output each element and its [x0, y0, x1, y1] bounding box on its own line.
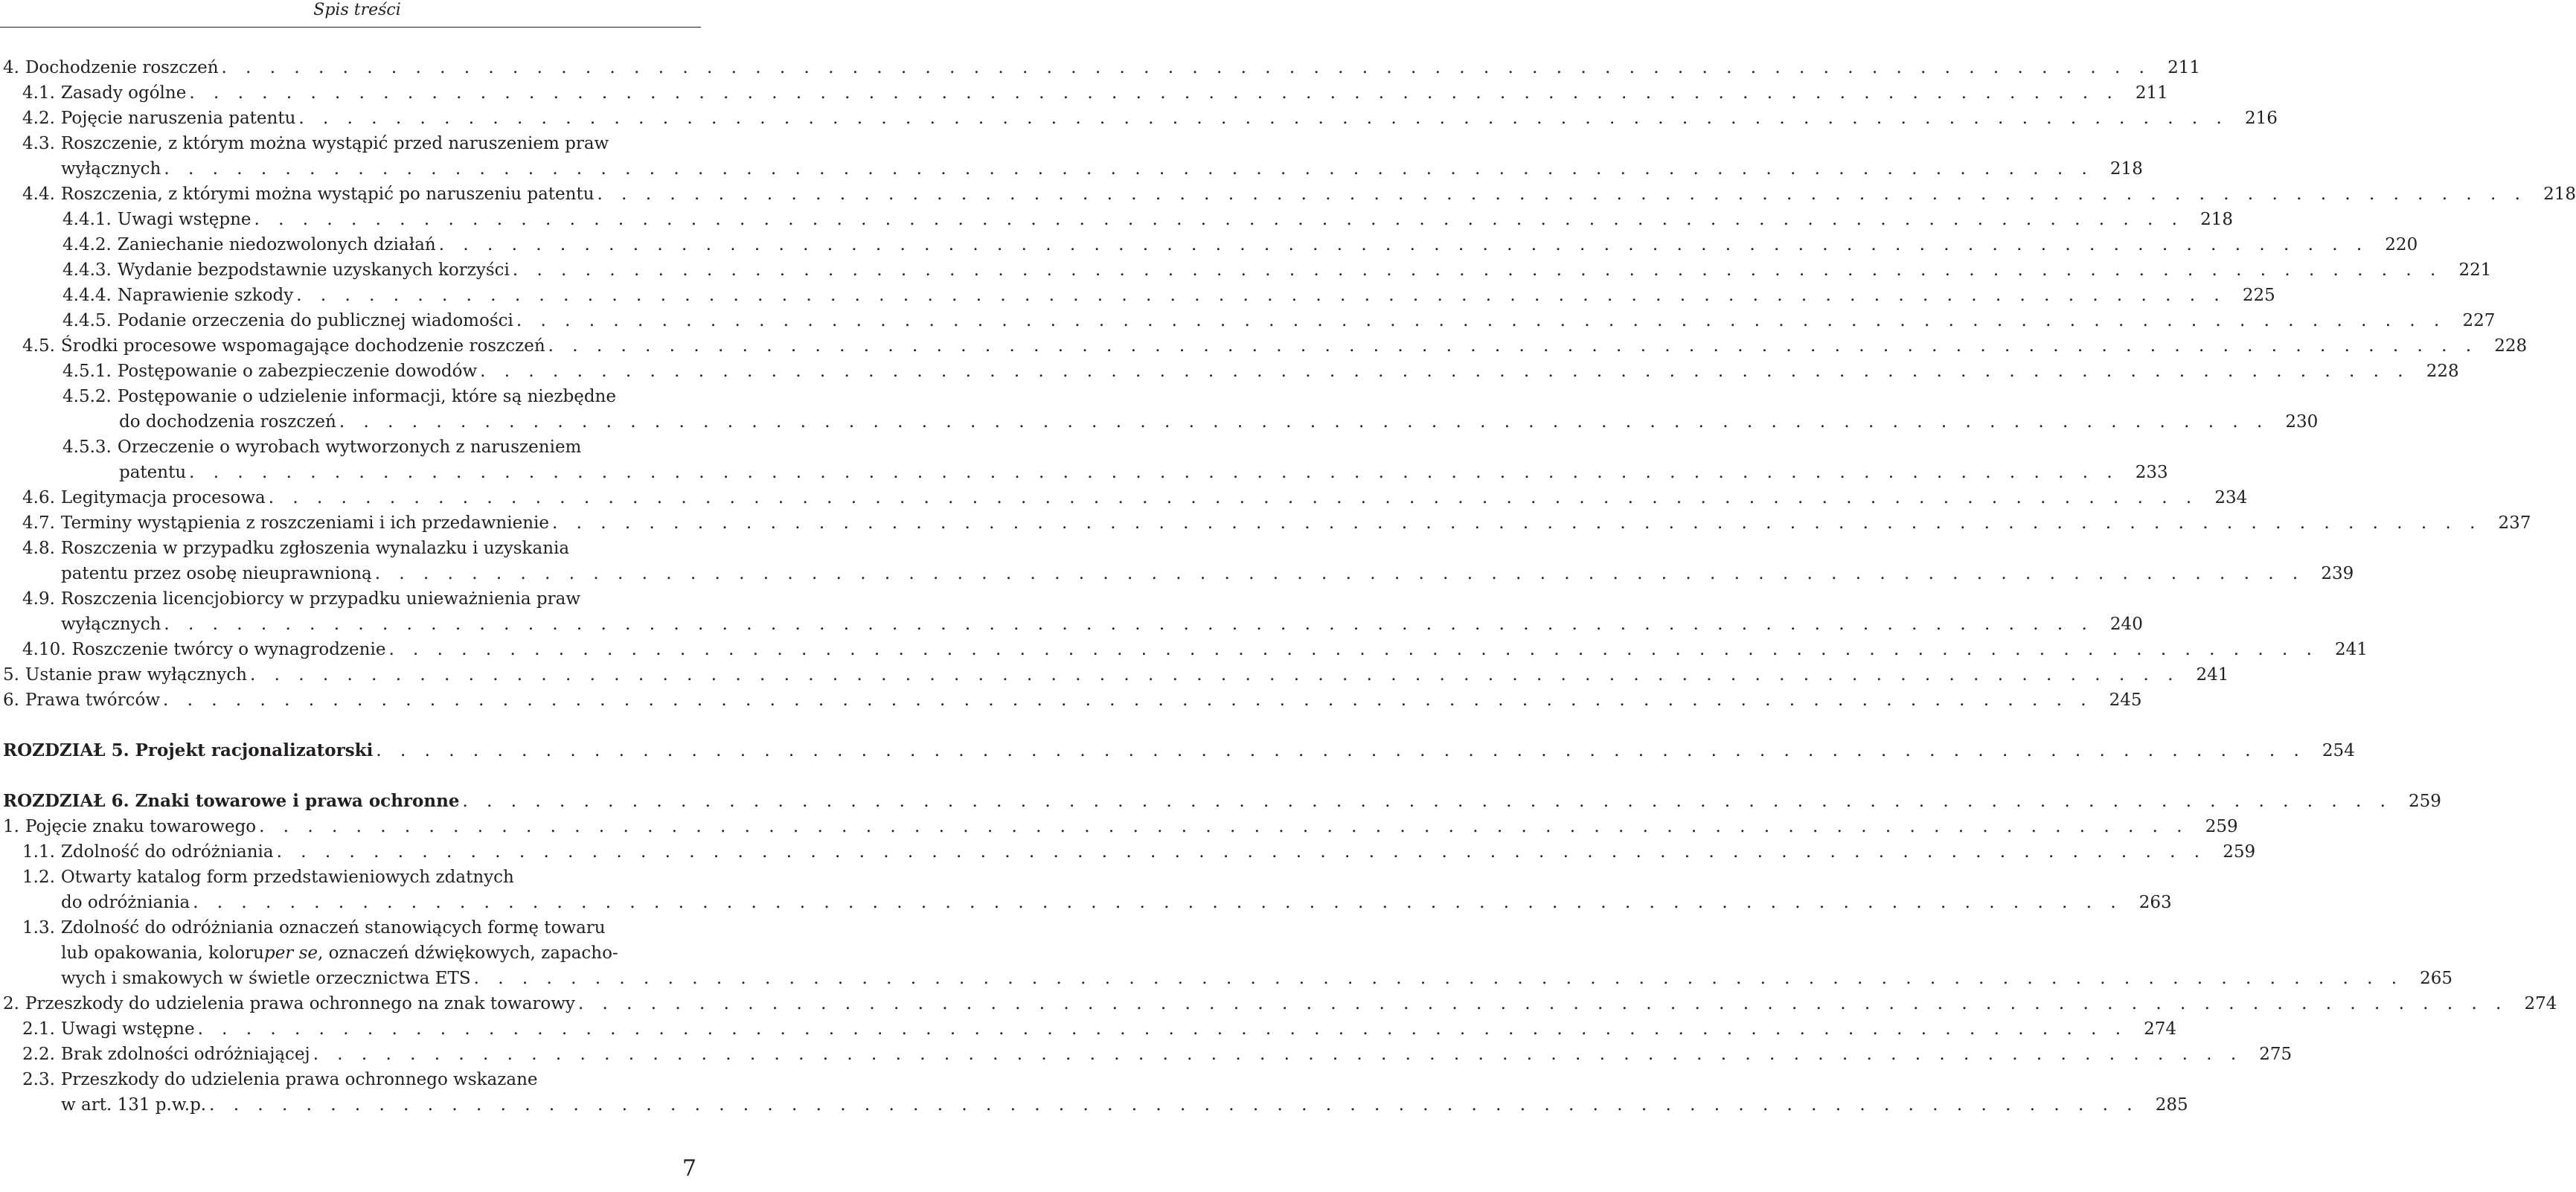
toc-entry-number: 4.5.2. — [63, 387, 112, 406]
toc-entry-title: Podanie orzeczenia do publicznej wiadomości — [117, 311, 513, 330]
dot-leader: . . . . . . . . . . . . . . . . . . . . . . . . . . . . . . . . . . . . . . . . . . . . . . . . . . . . . . . . . . . . . . . . . . . . . . . . . . . . . . . . — [438, 235, 2369, 254]
toc-entry-title-cont: patentu przez osobę nieuprawnioną — [61, 564, 372, 583]
dot-leader: . . . . . . . . . . . . . . . . . . . . . . . . . . . . . . . . . . . . . . . . . . . . . . . . . . . . . . . . . . . . . . . . . . . . . . . . . . . . . . . . — [189, 463, 2119, 482]
toc-page-number: 259 — [2223, 842, 2256, 862]
toc-page-number: 225 — [2242, 286, 2275, 305]
toc-page-number: 259 — [2409, 792, 2441, 811]
toc-entry-number: 4.4. — [22, 185, 55, 204]
toc-entry[interactable] — [0, 839, 2256, 865]
toc-entry-title: Naprawienie szkody — [117, 286, 294, 305]
header-rule — [0, 27, 701, 28]
toc-entry-title: Wydanie bezpodstawnie uzyskanych korzyści — [117, 260, 510, 280]
dot-leader: . . . . . . . . . . . . . . . . . . . . . . . . . . . . . . . . . . . . . . . . . . . . . . . . . . . . . . . . . . . . . . . . . . . . . . . . . . . . . . . . — [193, 893, 2123, 912]
toc-entry-number: ROZDZIAŁ 6. — [3, 791, 129, 811]
dot-leader: . . . . . . . . . . . . . . . . . . . . . . . . . . . . . . . . . . . . . . . . . . . . . . . . . . . . . . . . . . . . . . . . . . . . . . . . . . . . . . . . — [221, 58, 2151, 77]
toc-entry-title: Przeszkody do udzielenia prawa ochronnego na znak towarowy — [25, 994, 575, 1013]
toc-entry-title-cont: lub opakowania, koloru — [61, 943, 264, 963]
toc-entry-number: 4.4.1. — [63, 210, 112, 229]
dot-leader: . . . . . . . . . . . . . . . . . . . . . . . . . . . . . . . . . . . . . . . . . . . . . . . . . . . . . . . . . . . . . . . . . . . . . . . . . . . . . . . . — [249, 665, 2180, 685]
toc-page-number: 275 — [2259, 1045, 2293, 1064]
toc-entry-title: Roszczenia, z którymi można wystąpić po naruszeniu patentu — [60, 185, 595, 204]
toc-entry-title: Środki procesowe wspomagające dochodzenie roszczeń — [60, 336, 545, 356]
toc-page-number: 237 — [2498, 513, 2531, 533]
toc-entry-title: Orzeczenie o wyrobach wytworzonych z naruszeniem — [117, 438, 582, 457]
toc-page-number: 241 — [2335, 640, 2368, 659]
toc-page-number: 241 — [2196, 665, 2229, 685]
toc-entry-title: Pojęcie naruszenia patentu — [60, 109, 296, 128]
toc-entry[interactable] — [0, 359, 2459, 384]
page-number: 7 — [682, 1156, 696, 1182]
toc-entry[interactable] — [0, 485, 2248, 510]
toc-entry[interactable] — [0, 435, 2168, 485]
toc-entry[interactable] — [0, 131, 2143, 182]
toc-page-number: 240 — [2109, 615, 2143, 634]
toc-chapter-entry[interactable] — [0, 738, 2355, 763]
toc-entry[interactable] — [0, 510, 2531, 536]
toc-page-number: 216 — [2244, 109, 2278, 128]
toc-entry[interactable] — [0, 207, 2233, 232]
toc-entry[interactable] — [0, 333, 2528, 359]
dot-leader: . . . . . . . . . . . . . . . . . . . . . . . . . . . . . . . . . . . . . . . . . . . . . . . . . . . . . . . . . . . . . . . . . . . . . . . . . . . . . . . . — [473, 969, 2404, 988]
toc-page-number: 259 — [2205, 817, 2238, 836]
dot-leader: . . . . . . . . . . . . . . . . . . . . . . . . . . . . . . . . . . . . . . . . . . . . . . . . . . . . . . . . . . . . . . . . . . . . . . . . . . . . . . . . — [376, 741, 2306, 760]
toc-entry-number: 2.2. — [22, 1045, 55, 1064]
toc-entry-title: Otwarty katalog form przedstawieniowych zdatnych — [60, 868, 514, 887]
toc-entry-number: 4.7. — [22, 513, 55, 533]
toc-entry-number: ROZDZIAŁ 5. — [3, 740, 129, 760]
toc-entry-number: 4.5. — [22, 336, 55, 356]
dot-leader: . . . . . . . . . . . . . . . . . . . . . . . . . . . . . . . . . . . . . . . . . . . . . . . . . . . . . . . . . . . . . . . . . . . . . . . . . . . . . . . . — [313, 1045, 2243, 1064]
toc-entry-number: 6. — [3, 690, 19, 710]
toc-page-number: 285 — [2155, 1095, 2188, 1115]
toc-entry[interactable] — [0, 915, 2453, 991]
dot-leader: . . . . . . . . . . . . . . . . . . . . . . . . . . . . . . . . . . . . . . . . . . . . . . . . . . . . . . . . . . . . . . . . . . . . . . . . . . . . . . . . — [388, 640, 2319, 659]
toc-page-number: 245 — [2109, 690, 2142, 710]
dot-leader: . . . . . . . . . . . . . . . . . . . . . . . . . . . . . . . . . . . . . . . . . . . . . . . . . . . . . . . . . . . . . . . . . . . . . . . . . . . . . . . . — [298, 109, 2229, 128]
toc-page-number: 228 — [2426, 362, 2459, 381]
toc-entry[interactable] — [0, 384, 2319, 435]
toc-entry-number: 2. — [3, 994, 19, 1013]
toc-entry-number: 4.5.1. — [63, 362, 112, 381]
toc-entry-number: 4.4.2. — [63, 235, 112, 254]
toc-entry-title: Zdolność do odróżniania oznaczeń stanowiących formę towaru — [60, 918, 606, 938]
toc-entry[interactable] — [0, 865, 2172, 915]
dot-leader: . . . . . . . . . . . . . . . . . . . . . . . . . . . . . . . . . . . . . . . . . . . . . . . . . . . . . . . . . . . . . . . . . . . . . . . . . . . . . . . . — [254, 210, 2184, 229]
toc-entry-number: 4.6. — [22, 488, 55, 507]
toc-entry-number: 1.1. — [22, 842, 55, 862]
toc-entry-title: Postępowanie o udzielenie informacji, które są niezbędne — [117, 387, 616, 406]
toc-entry-number: 4.4.4. — [63, 286, 112, 305]
toc-entry-title-cont: , oznaczeń dźwiękowych, zapacho- — [318, 943, 618, 963]
section-gap — [0, 763, 699, 789]
toc-entry[interactable] — [0, 991, 2557, 1016]
dot-leader: . . . . . . . . . . . . . . . . . . . . . . . . . . . . . . . . . . . . . . . . . . . . . . . . . . . . . . . . . . . . . . . . . . . . . . . . . . . . . . . . — [163, 690, 2093, 710]
toc-entry-number: 4.5.3. — [63, 438, 112, 457]
toc-entry[interactable] — [0, 662, 2229, 688]
toc-entry-number: 4.3. — [22, 134, 55, 153]
toc-entry[interactable] — [0, 688, 2142, 713]
toc-entry-title: Zdolność do odróżniania — [60, 842, 274, 862]
toc-entry-title-cont: do odróżniania — [61, 893, 190, 912]
toc-entry-number: 1. — [3, 817, 19, 836]
toc-page-number: 263 — [2138, 893, 2172, 912]
toc-page-number: 218 — [2543, 185, 2576, 204]
toc-page-number: 254 — [2322, 741, 2355, 760]
toc-page-number: 227 — [2462, 311, 2496, 330]
toc-entry-number: 2.3. — [22, 1070, 55, 1089]
toc-entry[interactable] — [0, 308, 2496, 333]
toc-entry[interactable] — [0, 80, 2168, 106]
dot-leader: . . . . . . . . . . . . . . . . . . . . . . . . . . . . . . . . . . . . . . . . . . . . . . . . . . . . . . . . . . . . . . . . . . . . . . . . . . . . . . . . — [339, 412, 2269, 432]
toc-page-number: 234 — [2214, 488, 2248, 507]
toc-entry-title: Postępowanie o zabezpieczenie dowodów — [117, 362, 478, 381]
toc-entry-number: 5. — [3, 665, 19, 685]
toc-entry[interactable] — [0, 1067, 2188, 1118]
toc-entry-title-cont: w art. 131 p.w.p. — [61, 1095, 207, 1115]
toc-entry[interactable] — [0, 814, 2238, 839]
toc-entry-title-cont: do dochodzenia roszczeń — [119, 412, 336, 432]
toc-page-number: 233 — [2135, 463, 2168, 482]
dot-leader: . . . . . . . . . . . . . . . . . . . . . . . . . . . . . . . . . . . . . . . . . . . . . . . . . . . . . . . . . . . . . . . . . . . . . . . . . . . . . . . . — [189, 83, 2119, 103]
dot-leader: . . . . . . . . . . . . . . . . . . . . . . . . . . . . . . . . . . . . . . . . . . . . . . . . . . . . . . . . . . . . . . . . . . . . . . . . . . . . . . . . — [480, 362, 2410, 381]
table-of-contents — [0, 55, 2576, 1118]
toc-entry-title: Legitymacja procesowa — [60, 488, 266, 507]
running-header: Spis treści — [313, 1, 401, 19]
toc-page-number: 221 — [2458, 260, 2492, 280]
toc-entry-title-italic: per se — [263, 943, 318, 963]
dot-leader: . . . . . . . . . . . . . . . . . . . . . . . . . . . . . . . . . . . . . . . . . . . . . . . . . . . . . . . . . . . . . . . . . . . . . . . . . . . . . . . . — [462, 792, 2392, 811]
section-gap — [0, 713, 699, 738]
toc-entry-title: Przeszkody do udzielenia prawa ochronnego wskazane — [60, 1070, 538, 1089]
toc-entry-number: 2.1. — [22, 1019, 55, 1039]
dot-leader: . . . . . . . . . . . . . . . . . . . . . . . . . . . . . . . . . . . . . . . . . . . . . . . . . . . . . . . . . . . . . . . . . . . . . . . . . . . . . . . . — [577, 994, 2508, 1013]
toc-entry-number: 4.4.5. — [63, 311, 112, 330]
toc-entry[interactable] — [0, 55, 2200, 80]
toc-chapter-entry[interactable] — [0, 789, 2441, 814]
toc-entry[interactable] — [0, 182, 2576, 207]
dot-leader: . . . . . . . . . . . . . . . . . . . . . . . . . . . . . . . . . . . . . . . . . . . . . . . . . . . . . . . . . . . . . . . . . . . . . . . . . . . . . . . . — [548, 336, 2479, 356]
toc-entry[interactable] — [0, 1016, 2177, 1042]
toc-entry[interactable] — [0, 232, 2418, 257]
toc-entry-title-cont: wyłącznych — [61, 159, 161, 179]
toc-entry-title: Znaki towarowe i prawa ochronne — [135, 791, 460, 811]
toc-entry-title: Pojęcie znaku towarowego — [25, 817, 257, 836]
toc-page-number: 211 — [2135, 83, 2168, 103]
toc-entry-title: Ustanie praw wyłącznych — [25, 665, 247, 685]
toc-page-number: 230 — [2285, 412, 2319, 432]
toc-entry-title: Zasady ogólne — [60, 83, 187, 103]
toc-entry-title: Dochodzenie roszczeń — [25, 58, 219, 77]
toc-entry-title: Projekt racjonalizatorski — [135, 740, 374, 760]
toc-entry[interactable] — [0, 1042, 2293, 1067]
toc-entry-number: 4.2. — [22, 109, 55, 128]
dot-leader: . . . . . . . . . . . . . . . . . . . . . . . . . . . . . . . . . . . . . . . . . . . . . . . . . . . . . . . . . . . . . . . . . . . . . . . . . . . . . . . . — [197, 1019, 2128, 1039]
dot-leader: . . . . . . . . . . . . . . . . . . . . . . . . . . . . . . . . . . . . . . . . . . . . . . . . . . . . . . . . . . . . . . . . . . . . . . . . . . . . . . . . — [512, 260, 2443, 280]
toc-page-number: 274 — [2524, 994, 2557, 1013]
toc-entry-number: 1.3. — [22, 918, 55, 938]
toc-entry-title: Brak zdolności odróżniającej — [60, 1045, 310, 1064]
toc-entry[interactable] — [0, 257, 2492, 283]
toc-page-number: 265 — [2420, 969, 2453, 988]
toc-entry-title: Zaniechanie niedozwolonych działań — [117, 235, 436, 254]
dot-leader: . . . . . . . . . . . . . . . . . . . . . . . . . . . . . . . . . . . . . . . . . . . . . . . . . . . . . . . . . . . . . . . . . . . . . . . . . . . . . . . . — [164, 615, 2094, 634]
toc-entry-title: Prawa twórców — [25, 690, 161, 710]
dot-leader: . . . . . . . . . . . . . . . . . . . . . . . . . . . . . . . . . . . . . . . . . . . . . . . . . . . . . . . . . . . . . . . . . . . . . . . . . . . . . . . . — [276, 842, 2207, 862]
toc-entry-title-cont: patentu — [119, 463, 187, 482]
toc-page-number: 211 — [2168, 58, 2200, 77]
toc-entry-number: 4. — [3, 58, 19, 77]
toc-page-number: 274 — [2144, 1019, 2177, 1039]
dot-leader: . . . . . . . . . . . . . . . . . . . . . . . . . . . . . . . . . . . . . . . . . . . . . . . . . . . . . . . . . . . . . . . . . . . . . . . . . . . . . . . . — [164, 159, 2094, 179]
toc-entry[interactable] — [0, 586, 2143, 637]
toc-entry-number: 4.9. — [22, 589, 55, 609]
dot-leader: . . . . . . . . . . . . . . . . . . . . . . . . . . . . . . . . . . . . . . . . . . . . . . . . . . . . . . . . . . . . . . . . . . . . . . . . . . . . . . . . — [209, 1095, 2139, 1115]
toc-page-number: 218 — [2109, 159, 2143, 179]
dot-leader: . . . . . . . . . . . . . . . . . . . . . . . . . . . . . . . . . . . . . . . . . . . . . . . . . . . . . . . . . . . . . . . . . . . . . . . . . . . . . . . . — [374, 564, 2305, 583]
toc-entry-number: 4.10. — [22, 640, 66, 659]
dot-leader: . . . . . . . . . . . . . . . . . . . . . . . . . . . . . . . . . . . . . . . . . . . . . . . . . . . . . . . . . . . . . . . . . . . . . . . . . . . . . . . . — [259, 817, 2189, 836]
toc-page-number: 228 — [2494, 336, 2528, 356]
toc-entry-number: 1.2. — [22, 868, 55, 887]
toc-entry-number: 4.8. — [22, 539, 55, 558]
toc-entry[interactable] — [0, 536, 2354, 586]
toc-entry-title: Roszczenie, z którym można wystąpić przed naruszeniem praw — [60, 134, 609, 153]
toc-entry[interactable] — [0, 637, 2368, 662]
toc-entry-title-cont: wych i smakowych w świetle orzecznictwa ETS — [61, 969, 471, 988]
toc-entry[interactable] — [0, 283, 2275, 308]
dot-leader: . . . . . . . . . . . . . . . . . . . . . . . . . . . . . . . . . . . . . . . . . . . . . . . . . . . . . . . . . . . . . . . . . . . . . . . . . . . . . . . . — [296, 286, 2226, 305]
toc-entry-title: Roszczenia w przypadku zgłoszenia wynalazku i uzyskania — [60, 539, 570, 558]
toc-page-number: 218 — [2200, 210, 2233, 229]
dot-leader: . . . . . . . . . . . . . . . . . . . . . . . . . . . . . . . . . . . . . . . . . . . . . . . . . . . . . . . . . . . . . . . . . . . . . . . . . . . . . . . . — [597, 185, 2527, 204]
toc-entry-title: Uwagi wstępne — [60, 1019, 195, 1039]
toc-entry-title: Roszczenia licencjobiorcy w przypadku unieważnienia praw — [60, 589, 581, 609]
dot-leader: . . . . . . . . . . . . . . . . . . . . . . . . . . . . . . . . . . . . . . . . . . . . . . . . . . . . . . . . . . . . . . . . . . . . . . . . . . . . . . . . — [551, 513, 2482, 533]
toc-entry-title: Terminy wystąpienia z roszczeniami i ich przedawnienie — [60, 513, 549, 533]
toc-entry-title: Roszczenie twórcy o wynagrodzenie — [71, 640, 386, 659]
dot-leader: . . . . . . . . . . . . . . . . . . . . . . . . . . . . . . . . . . . . . . . . . . . . . . . . . . . . . . . . . . . . . . . . . . . . . . . . . . . . . . . . — [516, 311, 2447, 330]
toc-page-number: 220 — [2385, 235, 2418, 254]
toc-entry[interactable] — [0, 106, 2278, 131]
dot-leader: . . . . . . . . . . . . . . . . . . . . . . . . . . . . . . . . . . . . . . . . . . . . . . . . . . . . . . . . . . . . . . . . . . . . . . . . . . . . . . . . — [268, 488, 2199, 507]
toc-entry-number: 4.1. — [22, 83, 55, 103]
toc-entry-number: 4.4.3. — [63, 260, 112, 280]
toc-page-number: 239 — [2321, 564, 2354, 583]
toc-entry-title-cont: wyłącznych — [61, 615, 161, 634]
toc-entry-title: Uwagi wstępne — [117, 210, 251, 229]
